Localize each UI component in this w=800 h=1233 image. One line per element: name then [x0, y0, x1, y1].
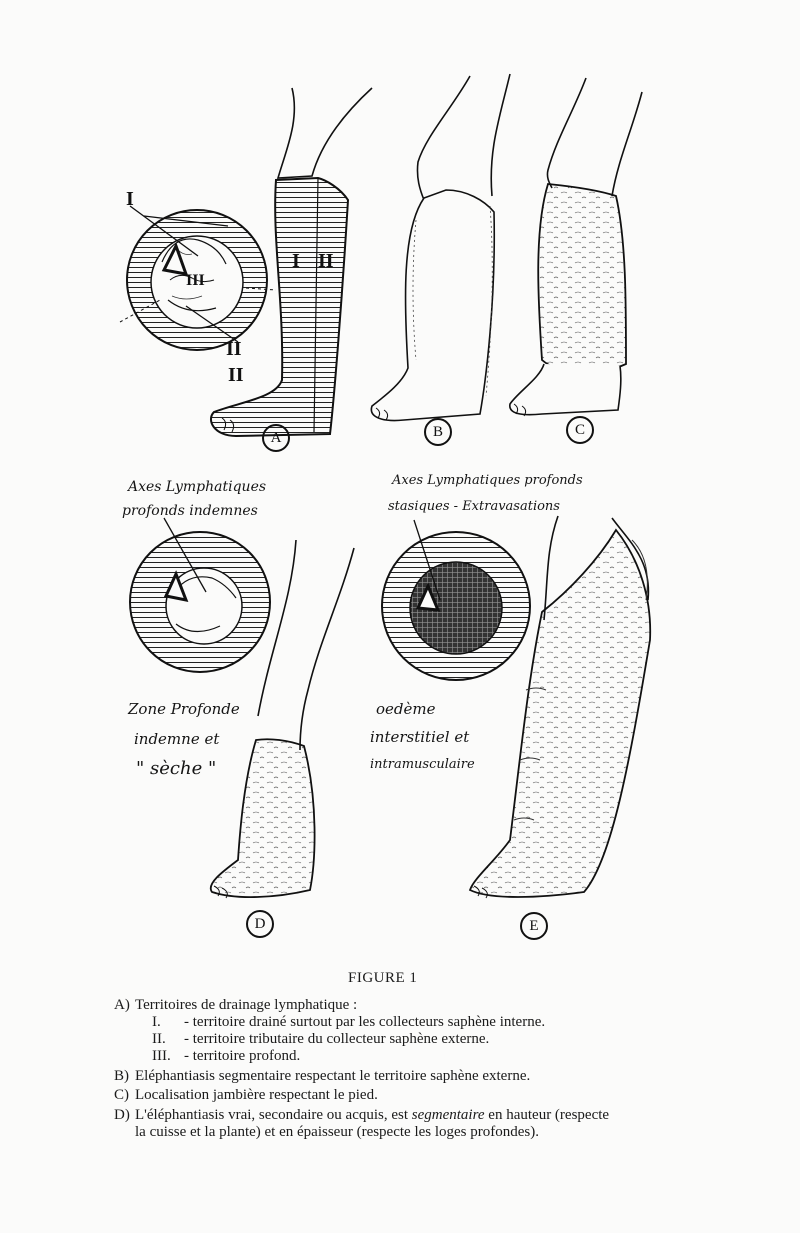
panel-label-B: B	[424, 418, 452, 446]
caption-subitem-num: III.	[152, 1048, 171, 1064]
panel-label-C: C	[566, 416, 594, 444]
annotation-E-bottom-1: oedème	[376, 700, 436, 718]
caption-item-letter: B)	[114, 1068, 129, 1084]
caption-emphasis: segmentaire	[411, 1107, 485, 1123]
label-I-circle: I	[126, 188, 134, 210]
panel-label-E: E	[520, 912, 548, 940]
label-II-circle-bottom: II	[228, 364, 244, 386]
annotation-D-bottom-3: " sèche "	[136, 758, 217, 779]
panel-label-D: D	[246, 910, 274, 938]
caption-item-text	[135, 1107, 710, 1141]
label-II-circle: II	[226, 338, 242, 360]
annotation-D-top-2: profonds indemnes	[122, 503, 258, 519]
label-III-circle: III	[186, 272, 205, 289]
label-I-leg: I	[292, 250, 300, 272]
caption-subitem-text: - territoire profond.	[184, 1048, 301, 1064]
annotation-E-bottom-2: interstitiel et	[370, 728, 470, 746]
annotation-E-top-1: Axes Lymphatiques profonds	[392, 473, 583, 488]
annotation-D-bottom-2: indemne et	[134, 730, 220, 748]
cross-section-E	[382, 520, 530, 680]
label-II-leg: II	[318, 250, 334, 272]
caption-text-part: en hauteur (respecte	[484, 1107, 610, 1123]
leg-C	[510, 78, 642, 416]
annotation-E-top-2: stasiques - Extravasations	[388, 499, 560, 514]
leg-B	[371, 74, 510, 420]
caption-item-letter: C)	[114, 1087, 129, 1103]
cross-section-D	[130, 518, 270, 672]
caption-item-text: Eléphantiasis segmentaire respectant le territoire saphène externe.	[135, 1068, 531, 1084]
caption-text-part: L'éléphantiasis vrai, secondaire ou acquis, est	[135, 1107, 412, 1123]
caption-item-text: Territoires de drainage lymphatique :	[135, 997, 358, 1013]
annotation-D-top-1: Axes Lymphatiques	[128, 479, 267, 495]
caption-item-letter: D)	[114, 1107, 130, 1123]
caption-item-text: Localisation jambière respectant le pied.	[135, 1087, 378, 1103]
annotation-E-bottom-3: intramusculaire	[370, 757, 475, 772]
caption-text-line2: la cuisse et la plante) et en épaisseur (respecte les loges profondes).	[135, 1124, 540, 1140]
caption-title: FIGURE 1	[348, 970, 418, 986]
caption-subitem-text: - territoire tributaire du collecteur saphène externe.	[184, 1031, 490, 1047]
annotation-D-bottom-1: Zone Profonde	[128, 700, 240, 718]
caption-subitem-text: - territoire drainé surtout par les collecteurs saphène interne.	[184, 1014, 546, 1030]
caption-subitem-num: II.	[152, 1031, 166, 1047]
panel-label-A: A	[262, 424, 290, 452]
caption-subitem-num: I.	[152, 1014, 161, 1030]
caption-item-letter: A)	[114, 997, 130, 1013]
